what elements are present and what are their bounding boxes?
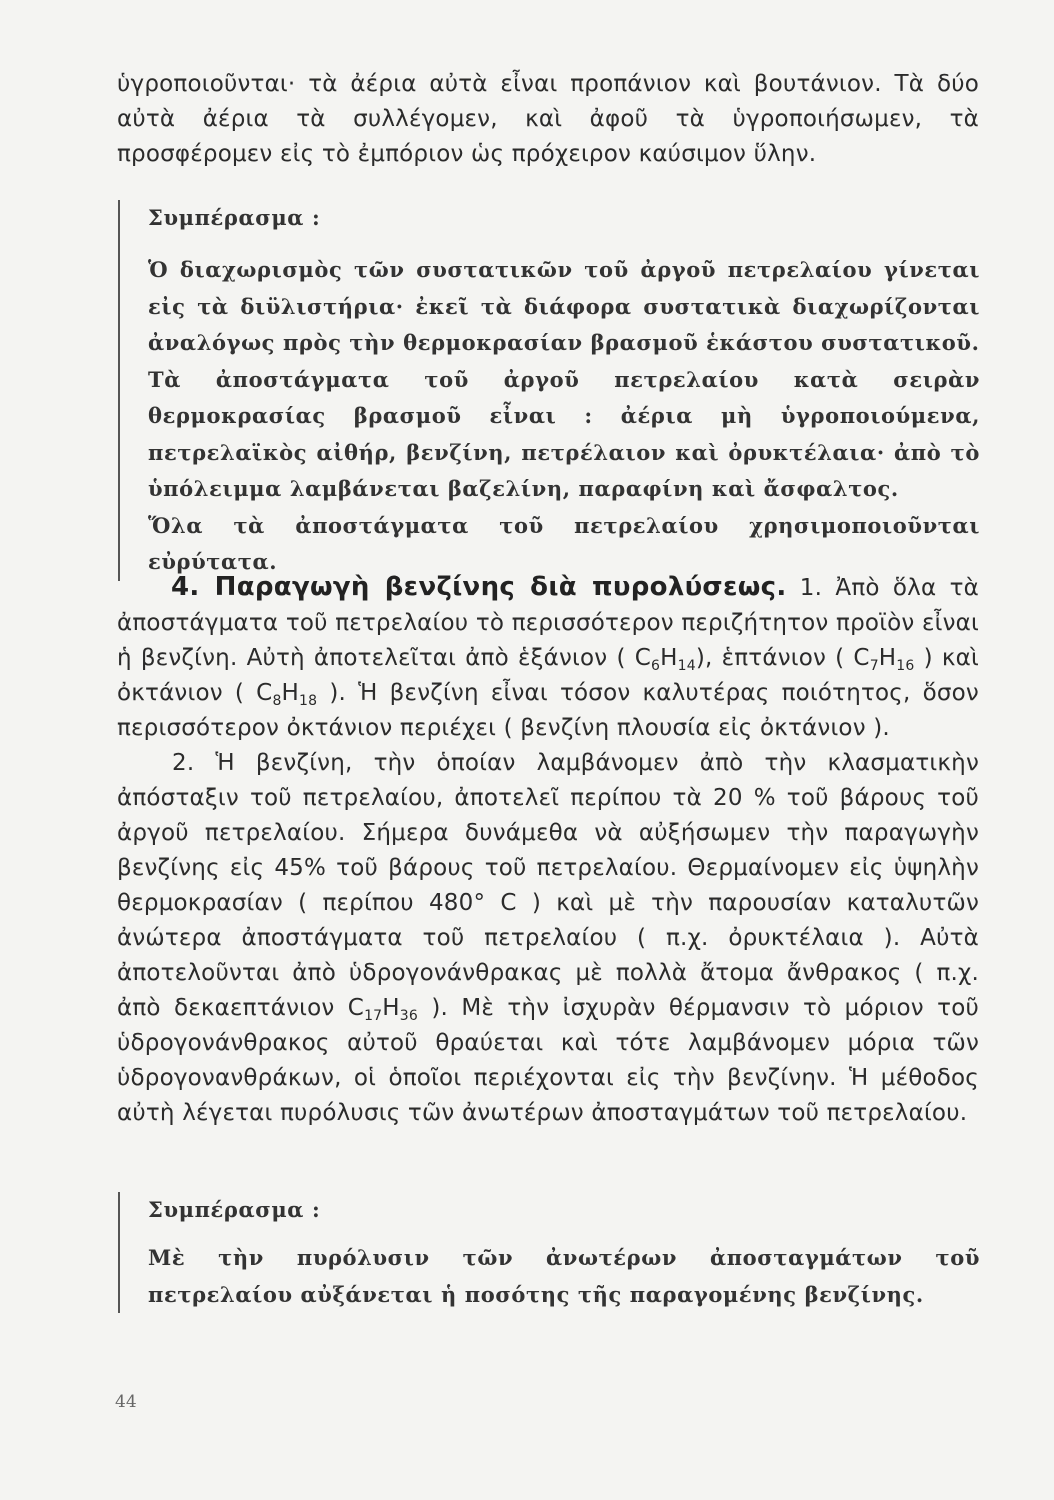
section-4	[117, 570, 979, 1131]
conclusion-label: Συμπέρασμα :	[148, 1197, 321, 1222]
subscript: 8	[272, 693, 282, 709]
text-run: H	[382, 995, 400, 1021]
text-run: 2. Ἡ βενζίνη, τὴν ὁποίαν λαμβάνομεν ἀπὸ τὴν κλασματικὴν ἀπόσταξιν τοῦ πετρελαίου, ἀποτελεῖ περίπου τὰ 20 % τοῦ βάρους τοῦ ἀργοῦ πετρελαίου. Σήμερα δυνάμεθα νὰ αὐξήσωμεν τὴν παραγωγὴν βενζίνης εἰς 45% τοῦ βάρους τοῦ πετρελαίου. Θερμαίνομεν εἰς ὑψηλὴν θερμοκρασίαν ( περίπου 480° C ) καὶ μὲ τὴν παρουσίαν καταλυτῶν ἀνώτερα ἀποστάγματα τοῦ πετρελαίου ( π.χ. ὀρυκτέλαια ). Αὐτὰ ἀποτελοῦνται ἀπὸ ὑδρογονάνθρακας μὲ πολλὰ ἄτομα ἄνθρακος ( π.χ. ἀπὸ δεκαεπτάνιον C	[117, 750, 979, 1021]
subscript: 6	[651, 658, 661, 674]
text-run: ) καὶ ὀκτάνιον ( C	[117, 645, 979, 706]
text-run: 1. Ἀπὸ ὅλα τὰ ἀποστάγματα τοῦ πετρελαίου τὸ περισσότερον περιζήτητον προϊὸν εἶναι ἡ βενζίνη. Αὐτὴ ἀποτελεῖται ἀπὸ ἑξάνιον ( C	[117, 575, 979, 671]
text-run: ). Μὲ τὴν ἰσχυρὰν θέρμανσιν τὸ μόριον τοῦ ὑδρογονάνθρακος αὐτοῦ θραύεται καὶ τότε λαμβάνομεν μόρια τῶν ὑδρογονανθράκων, οἱ ὁποῖοι περιέχονται εἰς τὴν βενζίνην. Ἡ μέθοδος αὐτὴ λέγεται πυρόλυσις τῶν ἀνωτέρων ἀποσταγμάτων τοῦ πετρελαίου.	[117, 995, 980, 1126]
section-heading: 4. Παραγωγὴ βενζίνης διὰ πυρολύσεως.	[171, 572, 787, 602]
conclusion-paragraph: Ὅλα τὰ ἀποστάγματα τοῦ πετρελαίου χρησιμοποιοῦνται εὐρύτατα.	[148, 512, 980, 574]
conclusion-paragraph: Μὲ τὴν πυρόλυσιν τῶν ἀνωτέρων ἀποσταγμάτων τοῦ πετρελαίου αὐξάνεται ἡ ποσότης τῆς παραγομένης βενζίνης.	[148, 1245, 980, 1307]
section-paragraph-2	[117, 746, 979, 1131]
subscript: 17	[364, 1008, 383, 1024]
conclusion-label: Συμπέρασμα :	[148, 205, 321, 230]
subscript: 36	[399, 1008, 419, 1024]
text-run: ), ἑπτάνιον ( C	[695, 645, 870, 671]
text-run: ). Ἡ βενζίνη εἶναι τόσον καλυτέρας ποιότητος, ὅσον περισσότερον ὀκτάνιον περιέχει ( βενζίνη πλουσία εἰς ὀκτάνιον ).	[117, 680, 979, 741]
conclusion-paragraph: Τὰ ἀποστάγματα τοῦ ἀργοῦ πετρελαίου κατὰ σειρὰν θερμοκρασίας βρασμοῦ εἶναι : ἀέρια μὴ ὑγροποιούμενα, πετρελαϊκὸς αἰθήρ, βενζίνη, πετρέλαιον καὶ ὀρυκτέλαια· ἀπὸ τὸ ὑπόλειμμα λαμβάνεται βαζελίνη, παραφίνη καὶ ἄσφαλτος.	[148, 366, 980, 501]
conclusion-paragraph: Ὁ διαχωρισμὸς τῶν συστατικῶν τοῦ ἀργοῦ πετρελαίου γίνεται εἰς τὰ διϋλιστήρια· ἐκεῖ τὰ διάφορα συστατικὰ διαχωρίζονται ἀναλόγως πρὸς τὴν θερμοκρασίαν βρασμοῦ ἑκάστου συστατικοῦ.	[148, 257, 980, 355]
subscript: 7	[869, 658, 879, 674]
text-run: H	[660, 645, 678, 671]
subscript: 14	[677, 658, 696, 674]
text-run: H	[281, 680, 300, 706]
page-number: 44	[115, 1392, 137, 1412]
text-run: H	[878, 645, 897, 671]
conclusion-box-1	[118, 200, 980, 581]
intro-paragraph: ὑγροποιοῦνται· τὰ ἀέρια αὐτὰ εἶναι προπάνιον καὶ βουτάνιον. Τὰ δύο αὐτὰ ἀέρια τὰ συλλέγομεν, καὶ ἀφοῦ τὰ ὑγροποιήσωμεν, τὰ προσφέρομεν εἰς τὸ ἐμπόριον ὡς πρόχειρον καύσιμον ὕλην.	[117, 71, 979, 167]
section-paragraph-1	[117, 570, 979, 746]
subscript: 18	[299, 693, 318, 709]
subscript: 16	[896, 658, 915, 674]
conclusion-box-2	[118, 1192, 980, 1313]
